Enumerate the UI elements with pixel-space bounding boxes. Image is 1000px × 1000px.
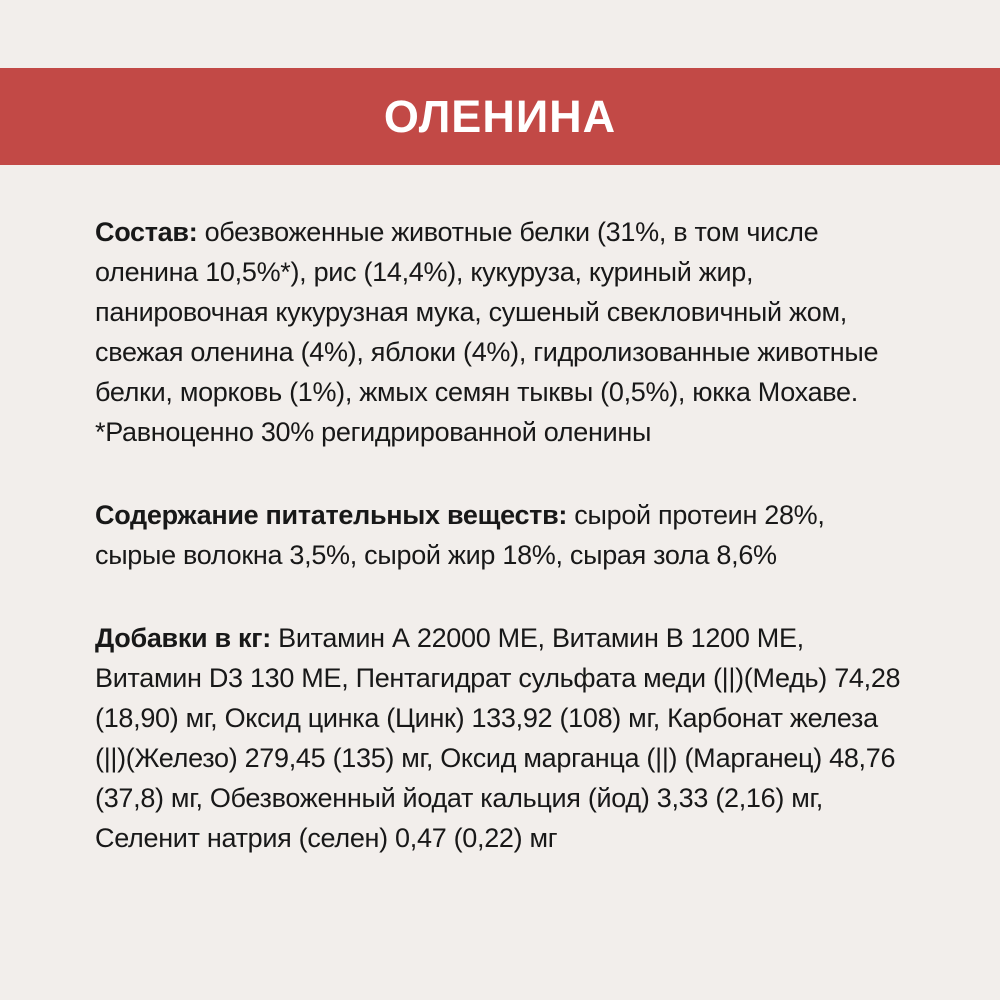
composition-section [95,212,910,452]
additives-label: Добавки в кг: [95,623,271,653]
composition-text: обезвоженные животные белки (31%, в том числе оленина 10,5%*), рис (14,4%), кукуруза, куриный жир, панировочная кукурузная мука, сушеный свекловичный жом, свежая оленина (4%), яблоки (4%), гидролизованные животные белки, морковь (1%), жмых семян тыквы (0,5%), юкка Мохаве. *Равноценно 30% регидрированной оленины [95,217,879,447]
nutrition-section [95,495,910,575]
title-banner [0,68,1000,165]
nutrition-label: Содержание питательных веществ: [95,500,568,530]
additives-section [95,618,910,858]
composition-label: Состав: [95,217,198,247]
nutrition-text: сырой протеин 28%, сырые волокна 3,5%, сырой жир 18%, сырая зола 8,6% [95,500,825,570]
product-title: ОЛЕНИНА [383,90,617,142]
label-content [95,212,910,901]
additives-text: Витамин А 22000 МЕ, Витамин В 1200 МЕ, Витамин D3 130 МЕ, Пентагидрат сульфата меди (||)(Медь) 74,28 (18,90) мг, Оксид цинка (Цинк) 133,92 (108) мг, Карбонат железа (||)(Железо) 279,45 (135) мг, Оксид марганца (||) (Марганец) 48,76 (37,8) мг, Обезвоженный йодат кальция (йод) 3,33 (2,16) мг, Селенит натрия (селен) 0,47 (0,22) мг [95,623,901,853]
